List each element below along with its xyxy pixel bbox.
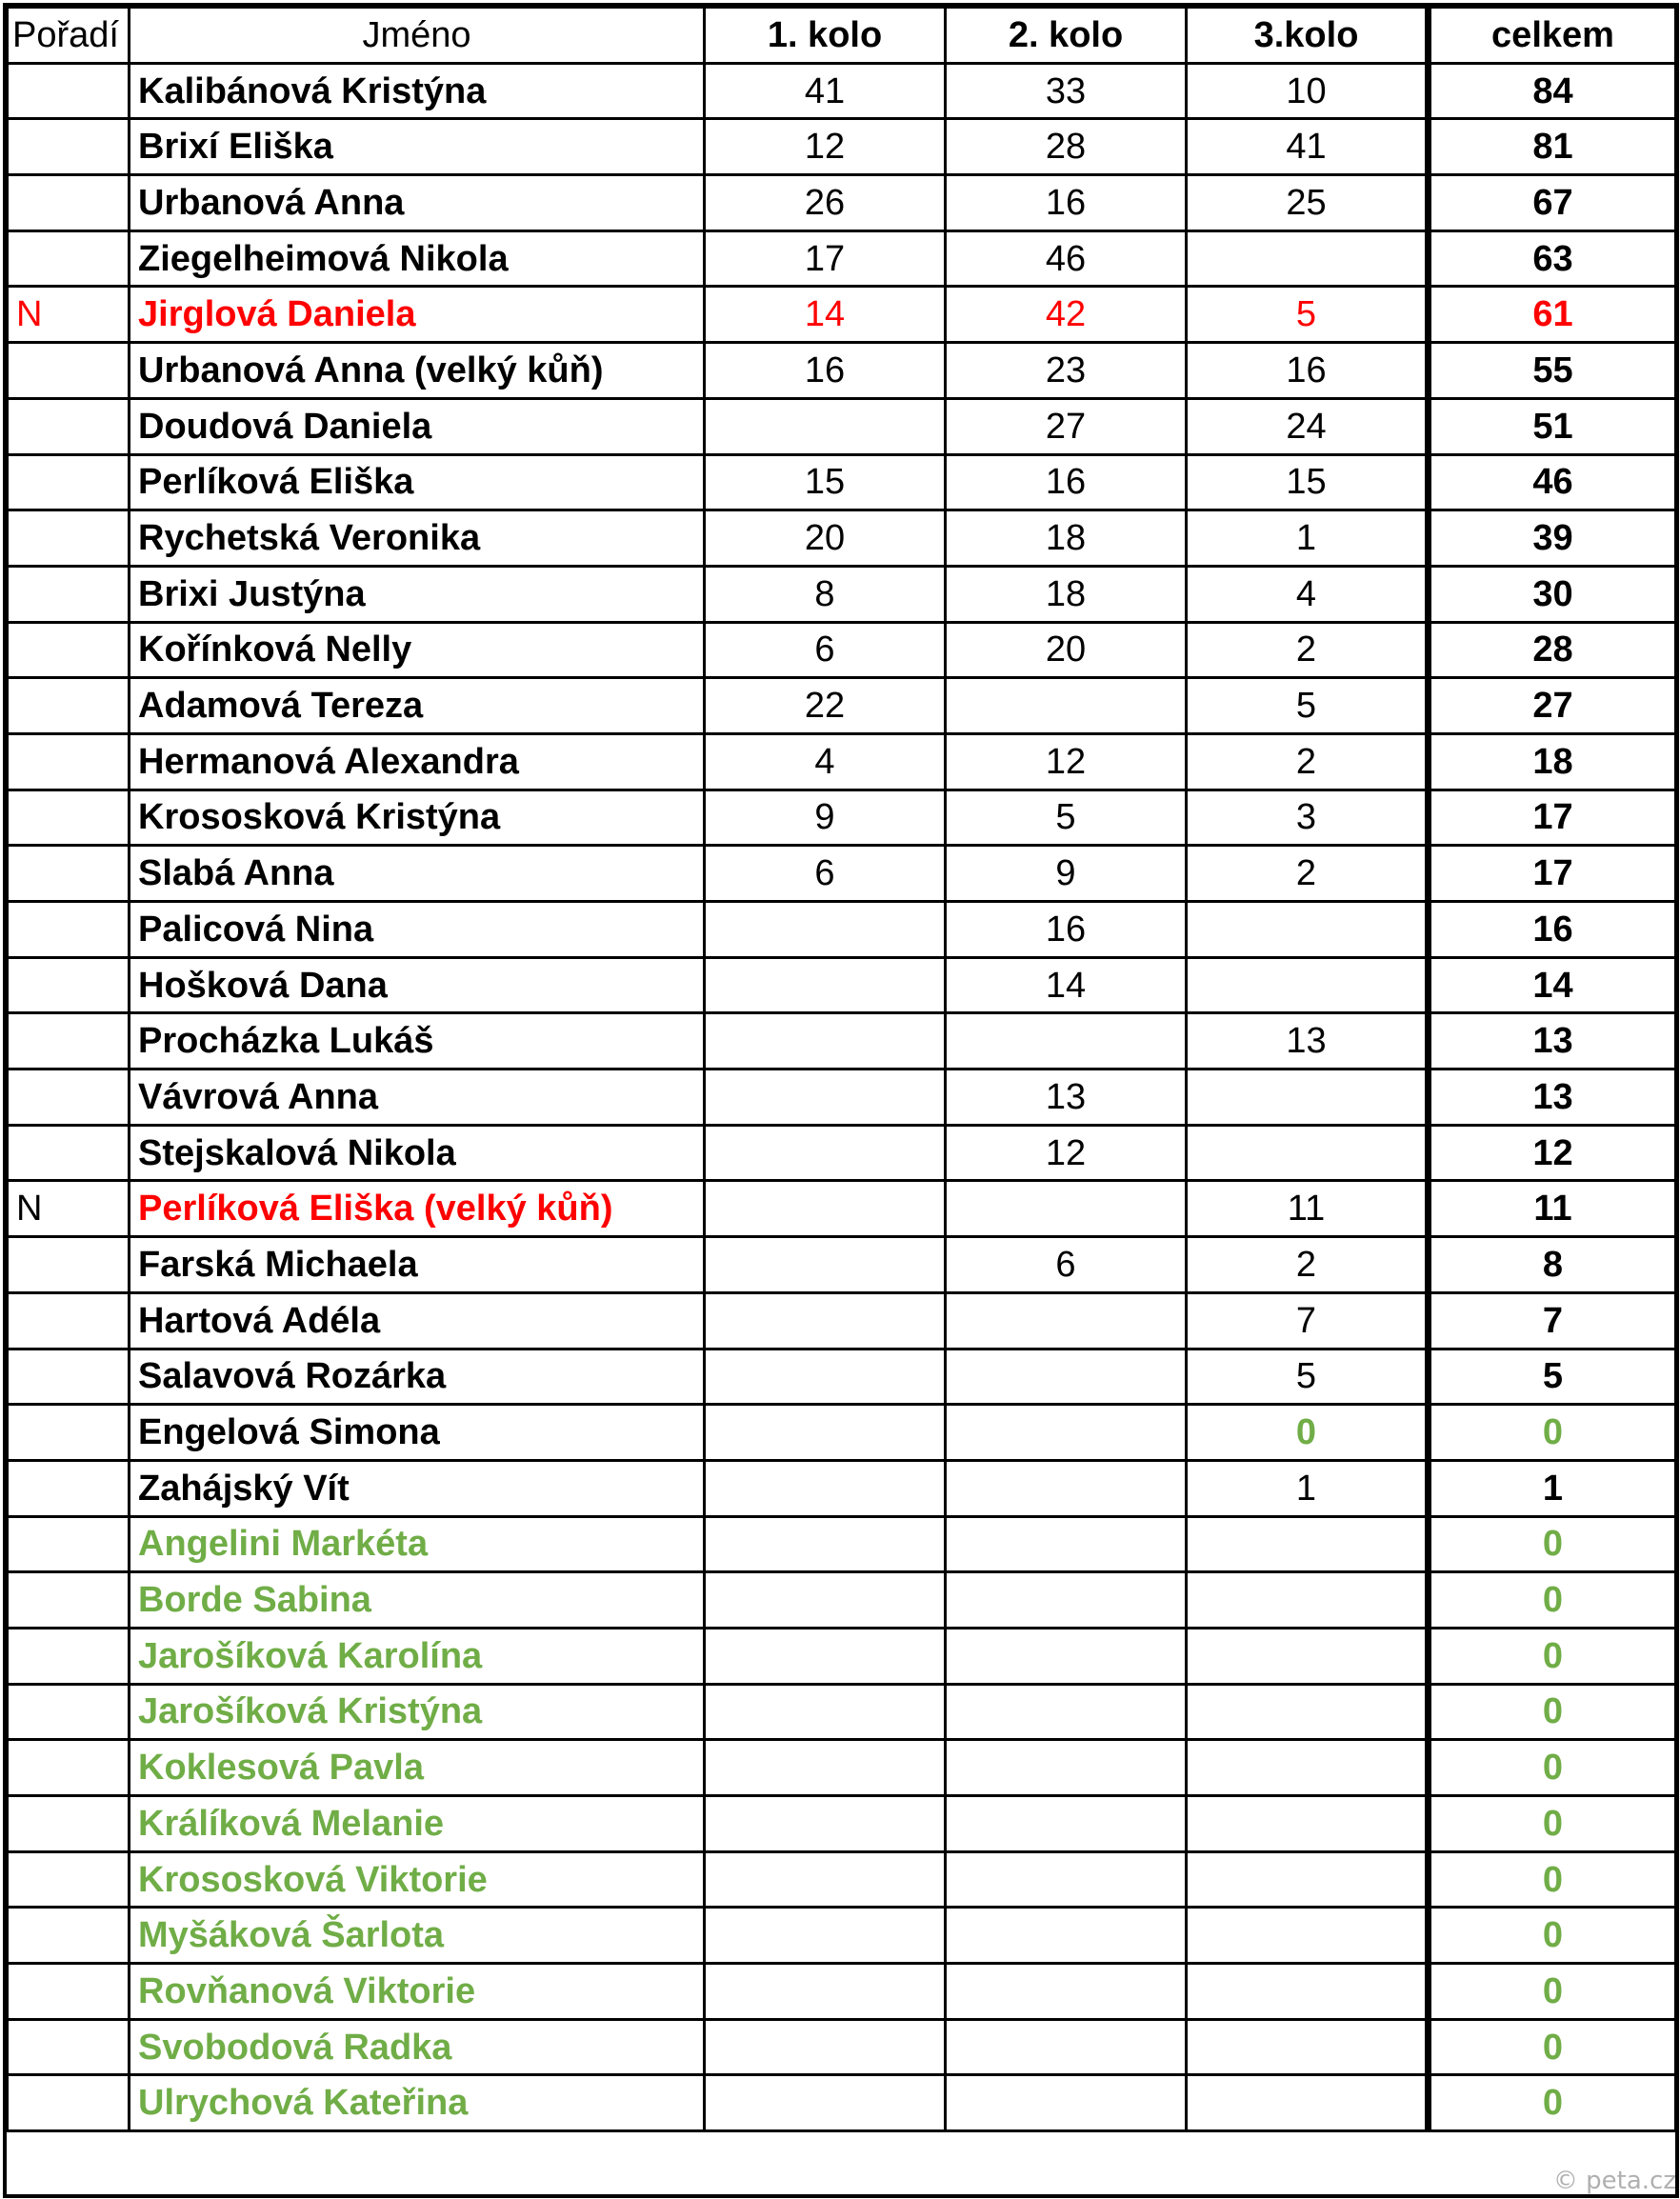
row-rank bbox=[8, 63, 130, 119]
row-total: 27 bbox=[1429, 678, 1676, 734]
row-total: 67 bbox=[1429, 175, 1676, 231]
row-round-2: 33 bbox=[946, 63, 1187, 119]
row-total: 5 bbox=[1429, 1349, 1676, 1405]
row-name: Kořínková Nelly bbox=[130, 622, 705, 678]
row-total: 0 bbox=[1429, 1405, 1676, 1461]
row-round-2: 23 bbox=[946, 343, 1187, 399]
row-rank bbox=[8, 454, 130, 510]
row-round-2 bbox=[946, 2019, 1187, 2075]
row-name: Králíková Melanie bbox=[130, 1796, 705, 1852]
row-total: 0 bbox=[1429, 1684, 1676, 1740]
row-name: Koklesová Pavla bbox=[130, 1740, 705, 1796]
row-round-1: 22 bbox=[705, 678, 946, 734]
row-total: 0 bbox=[1429, 1908, 1676, 1964]
row-round-2: 27 bbox=[946, 398, 1187, 454]
row-rank bbox=[8, 1516, 130, 1572]
row-total: 1 bbox=[1429, 1460, 1676, 1516]
row-round-3 bbox=[1187, 902, 1429, 958]
row-name: Engelová Simona bbox=[130, 1405, 705, 1461]
row-round-3 bbox=[1187, 230, 1429, 287]
row-total: 13 bbox=[1429, 1013, 1676, 1070]
row-total: 61 bbox=[1429, 287, 1676, 343]
results-table bbox=[6, 6, 1677, 2132]
table-row bbox=[8, 790, 1676, 846]
table-row bbox=[8, 1125, 1676, 1181]
row-round-3: 5 bbox=[1187, 287, 1429, 343]
row-total: 0 bbox=[1429, 1796, 1676, 1852]
row-rank bbox=[8, 1349, 130, 1405]
row-round-2: 13 bbox=[946, 1070, 1187, 1126]
row-name: Rychetská Veronika bbox=[130, 510, 705, 567]
row-round-1: 6 bbox=[705, 622, 946, 678]
row-name: Adamová Tereza bbox=[130, 678, 705, 734]
row-round-1: 14 bbox=[705, 287, 946, 343]
row-round-1 bbox=[705, 1908, 946, 1964]
row-round-1 bbox=[705, 1070, 946, 1126]
row-rank bbox=[8, 1740, 130, 1796]
table-row bbox=[8, 1013, 1676, 1070]
row-name: Slabá Anna bbox=[130, 846, 705, 902]
row-total: 28 bbox=[1429, 622, 1676, 678]
row-round-2: 20 bbox=[946, 622, 1187, 678]
row-name: Jarošíková Karolína bbox=[130, 1628, 705, 1684]
row-round-2 bbox=[946, 1405, 1187, 1461]
row-round-3: 5 bbox=[1187, 678, 1429, 734]
table-row bbox=[8, 1181, 1676, 1237]
row-name: Jirglová Daniela bbox=[130, 287, 705, 343]
row-name: Angelini Markéta bbox=[130, 1516, 705, 1572]
header-round-1: 1. kolo bbox=[705, 8, 946, 64]
row-rank bbox=[8, 1908, 130, 1964]
header-rank: Pořadí bbox=[8, 8, 130, 64]
row-total: 17 bbox=[1429, 790, 1676, 846]
row-rank bbox=[8, 846, 130, 902]
row-rank bbox=[8, 733, 130, 790]
row-round-3 bbox=[1187, 1796, 1429, 1852]
row-round-2: 16 bbox=[946, 175, 1187, 231]
row-total: 51 bbox=[1429, 398, 1676, 454]
row-rank bbox=[8, 175, 130, 231]
row-rank bbox=[8, 1628, 130, 1684]
row-round-3 bbox=[1187, 1851, 1429, 1908]
row-name: Ziegelheimová Nikola bbox=[130, 230, 705, 287]
table-row bbox=[8, 454, 1676, 510]
row-round-2: 16 bbox=[946, 902, 1187, 958]
row-name: Perlíková Eliška bbox=[130, 454, 705, 510]
row-round-1: 15 bbox=[705, 454, 946, 510]
row-round-3: 41 bbox=[1187, 119, 1429, 175]
row-round-2 bbox=[946, 1292, 1187, 1349]
row-total: 16 bbox=[1429, 902, 1676, 958]
row-rank bbox=[8, 2019, 130, 2075]
header-round-2: 2. kolo bbox=[946, 8, 1187, 64]
row-rank bbox=[8, 1070, 130, 1126]
row-name: Jarošíková Kristýna bbox=[130, 1684, 705, 1740]
row-round-3: 13 bbox=[1187, 1013, 1429, 1070]
row-round-1: 4 bbox=[705, 733, 946, 790]
row-rank bbox=[8, 1460, 130, 1516]
row-round-1 bbox=[705, 1572, 946, 1629]
row-round-1: 20 bbox=[705, 510, 946, 567]
row-round-3 bbox=[1187, 2075, 1429, 2131]
row-round-1 bbox=[705, 2019, 946, 2075]
table-row bbox=[8, 230, 1676, 287]
row-rank bbox=[8, 1796, 130, 1852]
row-round-3: 25 bbox=[1187, 175, 1429, 231]
table-row bbox=[8, 398, 1676, 454]
table-row bbox=[8, 510, 1676, 567]
row-round-1 bbox=[705, 1013, 946, 1070]
row-round-2: 42 bbox=[946, 287, 1187, 343]
row-round-3 bbox=[1187, 2019, 1429, 2075]
row-round-2 bbox=[946, 1460, 1187, 1516]
row-round-3 bbox=[1187, 1740, 1429, 1796]
header-row bbox=[8, 8, 1676, 64]
row-name: Brixi Justýna bbox=[130, 566, 705, 622]
row-round-1 bbox=[705, 1405, 946, 1461]
header-round-3: 3.kolo bbox=[1187, 8, 1429, 64]
row-round-1: 17 bbox=[705, 230, 946, 287]
row-round-1: 26 bbox=[705, 175, 946, 231]
row-rank bbox=[8, 1964, 130, 2020]
table-row bbox=[8, 566, 1676, 622]
table-row bbox=[8, 1292, 1676, 1349]
row-name: Hošková Dana bbox=[130, 957, 705, 1013]
row-name: Stejskalová Nikola bbox=[130, 1125, 705, 1181]
table-row bbox=[8, 733, 1676, 790]
row-round-3 bbox=[1187, 1684, 1429, 1740]
row-round-1 bbox=[705, 902, 946, 958]
row-total: 0 bbox=[1429, 2075, 1676, 2131]
row-round-2 bbox=[946, 1628, 1187, 1684]
row-total: 39 bbox=[1429, 510, 1676, 567]
row-round-1: 12 bbox=[705, 119, 946, 175]
table-row bbox=[8, 1460, 1676, 1516]
table-row bbox=[8, 1684, 1676, 1740]
row-total: 0 bbox=[1429, 1964, 1676, 2020]
row-round-3: 7 bbox=[1187, 1292, 1429, 1349]
table-row bbox=[8, 902, 1676, 958]
table-row bbox=[8, 1740, 1676, 1796]
row-total: 0 bbox=[1429, 1851, 1676, 1908]
row-rank bbox=[8, 119, 130, 175]
row-rank bbox=[8, 957, 130, 1013]
row-total: 46 bbox=[1429, 454, 1676, 510]
row-round-1 bbox=[705, 1460, 946, 1516]
row-rank bbox=[8, 1572, 130, 1629]
row-name: Svobodová Radka bbox=[130, 2019, 705, 2075]
row-round-3 bbox=[1187, 1516, 1429, 1572]
row-name: Doudová Daniela bbox=[130, 398, 705, 454]
row-rank bbox=[8, 1125, 130, 1181]
row-name: Krososková Viktorie bbox=[130, 1851, 705, 1908]
row-round-2 bbox=[946, 1013, 1187, 1070]
row-rank: N bbox=[8, 1181, 130, 1237]
table-row bbox=[8, 678, 1676, 734]
row-total: 14 bbox=[1429, 957, 1676, 1013]
row-round-1 bbox=[705, 2075, 946, 2131]
row-name: Salavová Rozárka bbox=[130, 1349, 705, 1405]
table-row bbox=[8, 1572, 1676, 1629]
table-row bbox=[8, 1405, 1676, 1461]
row-total: 0 bbox=[1429, 1572, 1676, 1629]
row-round-1 bbox=[705, 957, 946, 1013]
row-round-2 bbox=[946, 1908, 1187, 1964]
row-round-2: 6 bbox=[946, 1237, 1187, 1293]
row-round-1: 9 bbox=[705, 790, 946, 846]
row-round-3: 2 bbox=[1187, 733, 1429, 790]
row-total: 84 bbox=[1429, 63, 1676, 119]
row-round-1 bbox=[705, 1964, 946, 2020]
row-rank bbox=[8, 343, 130, 399]
row-round-2 bbox=[946, 1740, 1187, 1796]
row-round-3: 16 bbox=[1187, 343, 1429, 399]
row-round-2: 18 bbox=[946, 510, 1187, 567]
row-round-2: 28 bbox=[946, 119, 1187, 175]
row-rank bbox=[8, 1292, 130, 1349]
row-round-1 bbox=[705, 1125, 946, 1181]
row-round-1 bbox=[705, 1181, 946, 1237]
row-round-1 bbox=[705, 1851, 946, 1908]
row-name: Farská Michaela bbox=[130, 1237, 705, 1293]
row-rank bbox=[8, 1237, 130, 1293]
row-round-1 bbox=[705, 1684, 946, 1740]
row-round-2: 46 bbox=[946, 230, 1187, 287]
row-name: Krososková Kristýna bbox=[130, 790, 705, 846]
row-round-2 bbox=[946, 1181, 1187, 1237]
row-name: Zahájský Vít bbox=[130, 1460, 705, 1516]
row-round-2: 5 bbox=[946, 790, 1187, 846]
row-round-3 bbox=[1187, 1070, 1429, 1126]
row-round-2 bbox=[946, 1572, 1187, 1629]
row-total: 13 bbox=[1429, 1070, 1676, 1126]
row-name: Palicová Nina bbox=[130, 902, 705, 958]
row-rank bbox=[8, 790, 130, 846]
row-round-2 bbox=[946, 2075, 1187, 2131]
row-rank bbox=[8, 510, 130, 567]
row-round-2 bbox=[946, 1851, 1187, 1908]
table-row bbox=[8, 2075, 1676, 2131]
table-row bbox=[8, 1628, 1676, 1684]
row-total: 63 bbox=[1429, 230, 1676, 287]
row-name: Procházka Lukáš bbox=[130, 1013, 705, 1070]
table-row bbox=[8, 63, 1676, 119]
row-round-3: 3 bbox=[1187, 790, 1429, 846]
row-round-3: 5 bbox=[1187, 1349, 1429, 1405]
row-total: 17 bbox=[1429, 846, 1676, 902]
header-name: Jméno bbox=[130, 8, 705, 64]
row-rank bbox=[8, 1684, 130, 1740]
row-round-2: 9 bbox=[946, 846, 1187, 902]
row-round-3 bbox=[1187, 1964, 1429, 2020]
row-round-2 bbox=[946, 1796, 1187, 1852]
table-row bbox=[8, 1964, 1676, 2020]
row-rank bbox=[8, 622, 130, 678]
table-row bbox=[8, 1851, 1676, 1908]
row-name: Borde Sabina bbox=[130, 1572, 705, 1629]
table-row bbox=[8, 622, 1676, 678]
row-total: 11 bbox=[1429, 1181, 1676, 1237]
row-round-3: 2 bbox=[1187, 846, 1429, 902]
table-row bbox=[8, 175, 1676, 231]
row-round-3 bbox=[1187, 1125, 1429, 1181]
row-round-3: 2 bbox=[1187, 622, 1429, 678]
row-total: 0 bbox=[1429, 1516, 1676, 1572]
table-row bbox=[8, 1516, 1676, 1572]
row-total: 0 bbox=[1429, 1628, 1676, 1684]
row-rank bbox=[8, 1013, 130, 1070]
row-round-2 bbox=[946, 1349, 1187, 1405]
row-round-3: 1 bbox=[1187, 1460, 1429, 1516]
row-round-1 bbox=[705, 1628, 946, 1684]
row-round-1 bbox=[705, 1516, 946, 1572]
row-round-3 bbox=[1187, 1572, 1429, 1629]
table-row bbox=[8, 1070, 1676, 1126]
row-round-3: 15 bbox=[1187, 454, 1429, 510]
row-round-2 bbox=[946, 678, 1187, 734]
row-name: Perlíková Eliška (velký kůň) bbox=[130, 1181, 705, 1237]
table-row bbox=[8, 846, 1676, 902]
row-total: 7 bbox=[1429, 1292, 1676, 1349]
row-rank bbox=[8, 1405, 130, 1461]
row-total: 18 bbox=[1429, 733, 1676, 790]
table-row bbox=[8, 1237, 1676, 1293]
row-round-1: 41 bbox=[705, 63, 946, 119]
row-rank bbox=[8, 2075, 130, 2131]
row-total: 81 bbox=[1429, 119, 1676, 175]
row-total: 12 bbox=[1429, 1125, 1676, 1181]
row-name: Brixí Eliška bbox=[130, 119, 705, 175]
table-row bbox=[8, 1796, 1676, 1852]
table-row bbox=[8, 2019, 1676, 2075]
row-name: Hartová Adéla bbox=[130, 1292, 705, 1349]
row-round-2: 12 bbox=[946, 733, 1187, 790]
row-name: Hermanová Alexandra bbox=[130, 733, 705, 790]
row-name: Vávrová Anna bbox=[130, 1070, 705, 1126]
row-round-3: 10 bbox=[1187, 63, 1429, 119]
row-round-3 bbox=[1187, 1628, 1429, 1684]
row-total: 55 bbox=[1429, 343, 1676, 399]
header-total: celkem bbox=[1429, 8, 1676, 64]
row-round-3 bbox=[1187, 957, 1429, 1013]
row-total: 8 bbox=[1429, 1237, 1676, 1293]
row-round-2: 16 bbox=[946, 454, 1187, 510]
table-row bbox=[8, 119, 1676, 175]
row-round-3: 4 bbox=[1187, 566, 1429, 622]
row-round-1 bbox=[705, 1237, 946, 1293]
table-row bbox=[8, 287, 1676, 343]
row-round-3: 11 bbox=[1187, 1181, 1429, 1237]
row-round-3 bbox=[1187, 1908, 1429, 1964]
results-body bbox=[8, 63, 1676, 2130]
row-name: Rovňanová Viktorie bbox=[130, 1964, 705, 2020]
row-round-1 bbox=[705, 1740, 946, 1796]
row-name: Kalibánová Kristýna bbox=[130, 63, 705, 119]
row-round-3: 0 bbox=[1187, 1405, 1429, 1461]
row-name: Urbanová Anna bbox=[130, 175, 705, 231]
row-round-2: 14 bbox=[946, 957, 1187, 1013]
row-name: Ulrychová Kateřina bbox=[130, 2075, 705, 2131]
row-round-1: 8 bbox=[705, 566, 946, 622]
table-row bbox=[8, 1908, 1676, 1964]
row-round-1 bbox=[705, 1292, 946, 1349]
row-total: 0 bbox=[1429, 2019, 1676, 2075]
row-round-2 bbox=[946, 1964, 1187, 2020]
row-round-1 bbox=[705, 1796, 946, 1852]
row-round-2 bbox=[946, 1684, 1187, 1740]
row-rank: N bbox=[8, 287, 130, 343]
row-round-1 bbox=[705, 398, 946, 454]
row-total: 0 bbox=[1429, 1740, 1676, 1796]
table-row bbox=[8, 1349, 1676, 1405]
row-round-1 bbox=[705, 1349, 946, 1405]
row-round-3: 24 bbox=[1187, 398, 1429, 454]
row-round-1: 6 bbox=[705, 846, 946, 902]
row-rank bbox=[8, 398, 130, 454]
row-rank bbox=[8, 1851, 130, 1908]
row-rank bbox=[8, 566, 130, 622]
row-total: 30 bbox=[1429, 566, 1676, 622]
table-row bbox=[8, 343, 1676, 399]
row-rank bbox=[8, 678, 130, 734]
row-round-2: 12 bbox=[946, 1125, 1187, 1181]
row-rank bbox=[8, 902, 130, 958]
table-row bbox=[8, 957, 1676, 1013]
row-name: Myšáková Šarlota bbox=[130, 1908, 705, 1964]
row-round-3: 2 bbox=[1187, 1237, 1429, 1293]
watermark: © peta.cz bbox=[1552, 2167, 1676, 2195]
row-round-3: 1 bbox=[1187, 510, 1429, 567]
row-round-2 bbox=[946, 1516, 1187, 1572]
row-round-1: 16 bbox=[705, 343, 946, 399]
row-name: Urbanová Anna (velký kůň) bbox=[130, 343, 705, 399]
row-round-2: 18 bbox=[946, 566, 1187, 622]
row-rank bbox=[8, 230, 130, 287]
